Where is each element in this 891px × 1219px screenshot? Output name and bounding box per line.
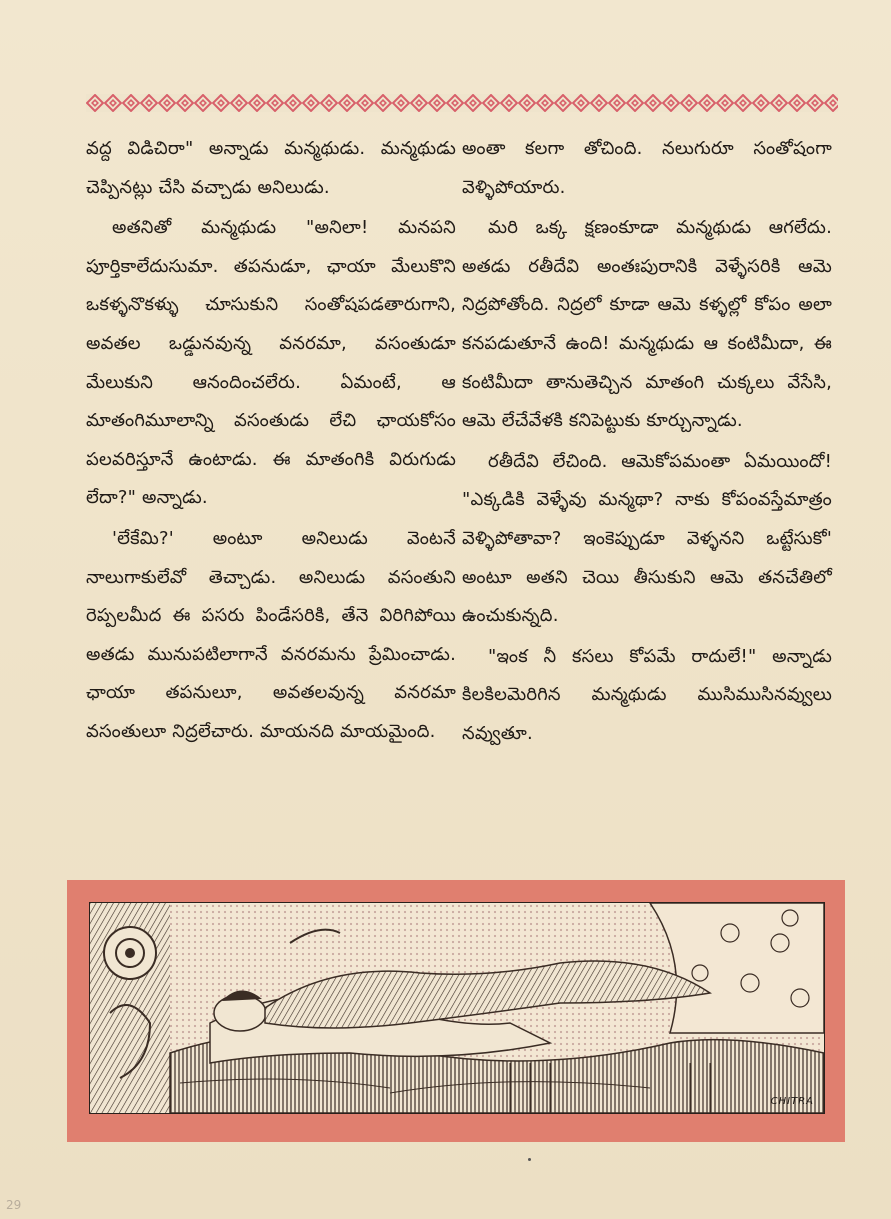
paragraph: "ఇంక నీ కసలు కోపమే రాదులే!" అన్నాడు కిలకిలమెరిగిన మన్మథుడు ముసిముసినవ్వులు నవ్వుతూ. (462, 645, 832, 744)
illustration-frame (67, 880, 845, 1142)
sleeping-woman-illustration-icon (90, 903, 824, 1113)
illustration-image (89, 902, 825, 1114)
paragraph: అంతా కలగా తోచింది. నలుగురూ సంతోషంగా వెళ్ళిపోయారు. (462, 138, 832, 198)
page-number: 29 (6, 1198, 22, 1212)
artist-signature: CHITRA (770, 1096, 814, 1107)
left-text-column (86, 130, 456, 752)
ink-speck (528, 1158, 531, 1161)
paragraph: అతనితో మన్మథుడు "అనిలా! మనపని పూర్తికాలేదుసుమా. తపనుడూ, ఛాయా మేలుకొని ఒకళ్ళనొకళ్ళు చూసుకుని సంతోషపడతారుగాని, అవతల ఒడ్డునవున్న వనరమా, వసంతుడూ మేలుకుని ఆనందించలేరు. ఏమంటే, ఆ మాతంగిమూలాన్ని వసంతుడు లేచి ఛాయకోసం పలవరిస్తూనే ఉంటాడు. ఈ మాతంగికి విరుగుడు లేదా?" అన్నాడు. (86, 217, 456, 509)
paragraph: మరి ఒక్క క్షణంకూడా మన్మథుడు ఆగలేదు. అతడు రతీదేవి అంతఃపురానికి వెళ్ళేసరికి ఆమె నిద్రపోతోంది. నిద్రలో కూడా ఆమె కళ్ళల్లో కోపం అలా కనపడుతూనే ఉంది! మన్మథుడు ఆ కంటిమీదా, ఈ కంటిమీదా తానుతెచ్చిన మాతంగి చుక్కలు వేసేసి, ఆమె లేచేవేళకి కనిపెట్టుకు కూర్చున్నాడు. (462, 217, 832, 432)
paragraph: రతీదేవి లేచింది. ఆమెకోపమంతా ఏమయిందో! "ఎక్కడికి వెళ్ళేవు మన్మథా? నాకు కోపంవస్తేమాత్రం వెళ్ళిపోతావా? ఇంకెప్పుడూ వెళ్ళనని ఒట్టేసుకో' అంటూ అతని చెయి తీసుకుని ఆమె తనచేతిలో ఉంచుకున్నది. (462, 450, 832, 627)
paragraph: 'లేకేమి?' అంటూ అనిలుడు వెంటనే నాలుగాకులేవో తెచ్చాడు. అనిలుడు వసంతుని రెప్పలమీద ఈ పసరు పిండేసరికి, తేనె విరిగిపోయి అతడు మునుపటిలాగానే వనరమను ప్రేమించాడు. ఛాయా తపనులూ, అవతలవున్న వనరమా వసంతులూ నిద్రలేచారు. మాయనది మాయమైంది. (86, 527, 456, 742)
paragraph: వద్ద విడిచిరా" అన్నాడు మన్మథుడు. మన్మథుడు చెప్పినట్లు చేసి వచ్చాడు అనిలుడు. (86, 138, 456, 198)
right-text-column (462, 130, 832, 754)
decorative-border (86, 94, 838, 112)
border-pattern-icon (86, 94, 838, 112)
